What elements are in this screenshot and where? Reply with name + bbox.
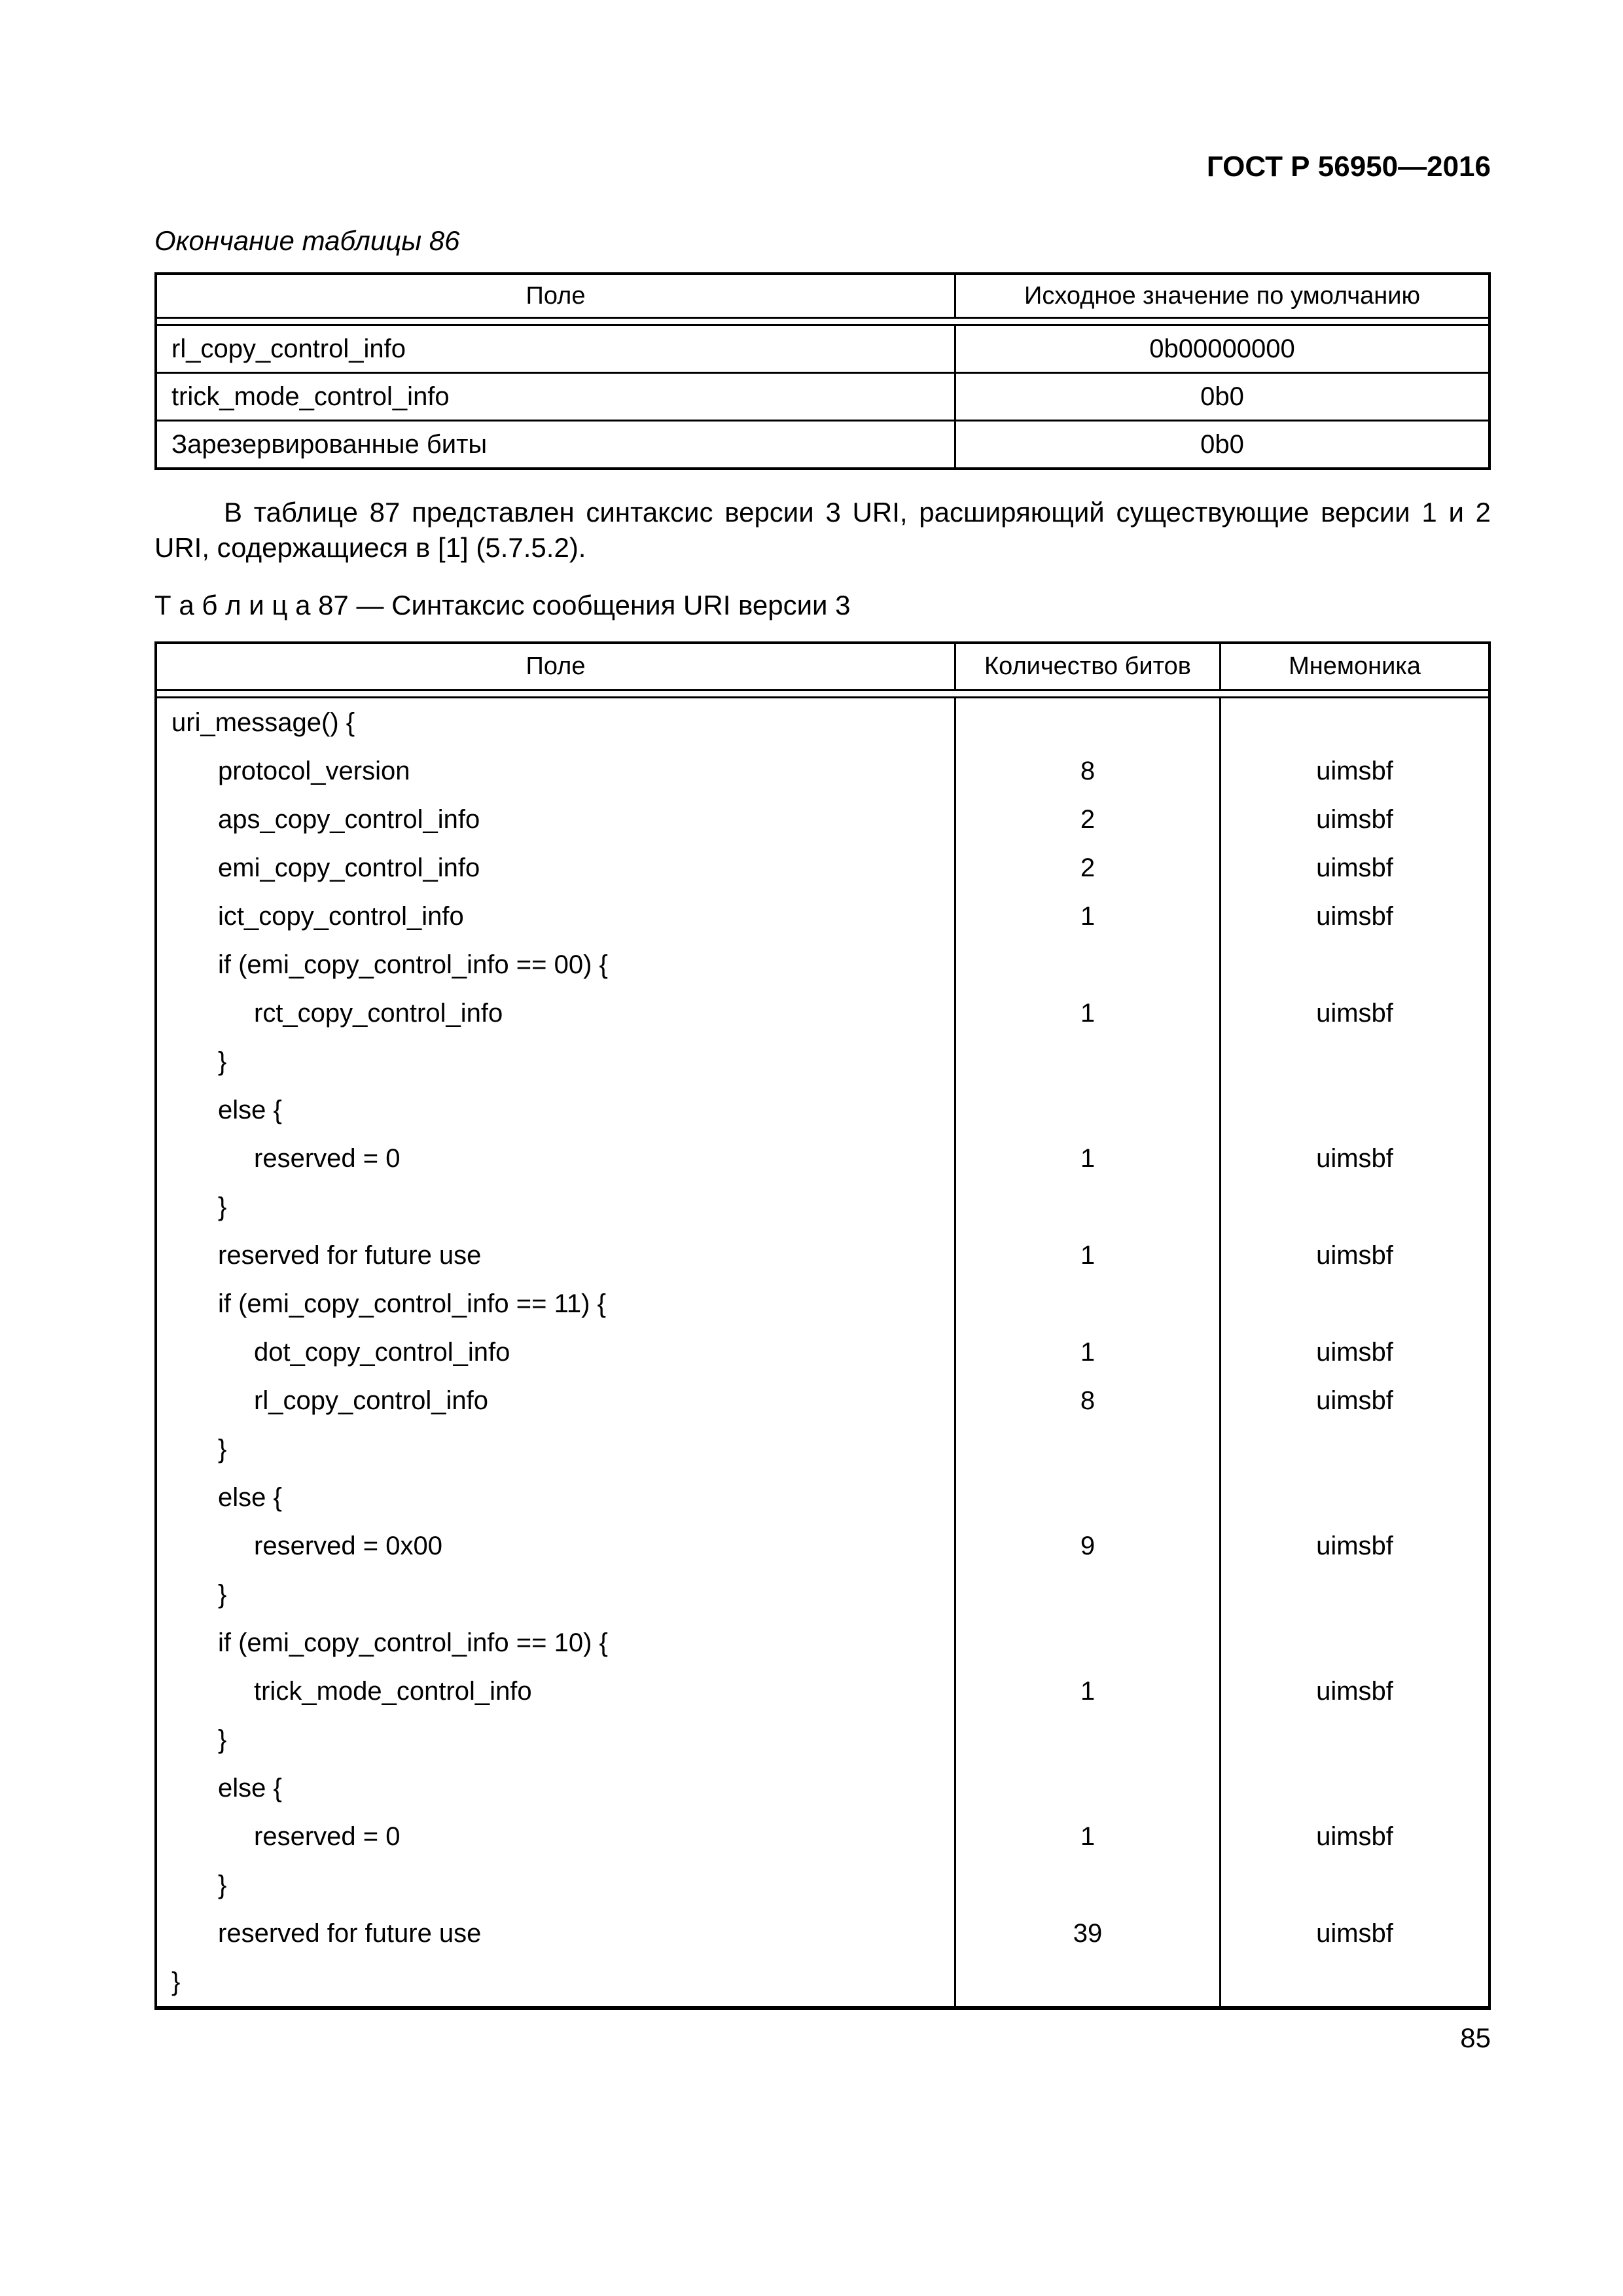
- bits-cell: [956, 1473, 1221, 1522]
- field-cell: reserved for future use: [157, 1231, 956, 1280]
- field-cell: rl_copy_control_info: [157, 326, 956, 372]
- bits-cell: 1: [956, 1328, 1221, 1376]
- double-rule: [157, 319, 1488, 326]
- table-row: [157, 1570, 1488, 1619]
- bits-cell: [956, 1183, 1221, 1231]
- field-cell: reserved = 0: [157, 1134, 956, 1183]
- mnemonic-cell: uimsbf: [1316, 1386, 1393, 1415]
- mnemonic-cell: uimsbf: [1316, 853, 1393, 882]
- mnemonic-cell: [1221, 1183, 1488, 1231]
- field-cell: dot_copy_control_info: [157, 1328, 956, 1376]
- field-cell: if (emi_copy_control_info == 10) {: [157, 1619, 956, 1667]
- bits-cell: [956, 1619, 1221, 1667]
- table-row: [157, 892, 1488, 941]
- field-cell: else {: [157, 1764, 956, 1812]
- value-cell: 0b0: [1200, 429, 1244, 459]
- mnemonic-cell: uimsbf: [1316, 804, 1393, 834]
- bits-cell: [956, 1715, 1221, 1764]
- bits-cell: [956, 1958, 1221, 2006]
- field-cell: reserved = 0: [157, 1812, 956, 1861]
- table-row: [157, 941, 1488, 989]
- field-cell: }: [157, 1861, 956, 1909]
- table-row: [157, 1861, 1488, 1909]
- field-cell: }: [157, 1037, 956, 1086]
- double-rule: [157, 691, 1488, 698]
- table-row: [157, 844, 1488, 892]
- field-cell: protocol_version: [157, 747, 956, 795]
- paragraph-line: URI, содержащиеся в [1] (5.7.5.2).: [154, 532, 586, 563]
- mnemonic-cell: [1221, 941, 1488, 989]
- mnemonic-cell: [1221, 1280, 1488, 1328]
- table86-header-field: Поле: [157, 275, 956, 317]
- mnemonic-cell: uimsbf: [1316, 1918, 1393, 1948]
- table-row: [157, 1667, 1488, 1715]
- value-cell: 0b00000000: [1149, 334, 1295, 363]
- field-cell: else {: [157, 1473, 956, 1522]
- mnemonic-cell: [1221, 1958, 1488, 2006]
- field-cell: aps_copy_control_info: [157, 795, 956, 844]
- bits-cell: [956, 1764, 1221, 1812]
- table-row: [157, 1376, 1488, 1425]
- bits-cell: 1: [956, 892, 1221, 941]
- mnemonic-cell: uimsbf: [1316, 998, 1393, 1028]
- value-cell: 0b0: [1200, 382, 1244, 411]
- field-cell: reserved = 0x00: [157, 1522, 956, 1570]
- bits-cell: [956, 1086, 1221, 1134]
- table86-continuation-caption: Окончание таблицы 86: [154, 225, 460, 256]
- table-row: [157, 1134, 1488, 1183]
- field-cell: }: [157, 1958, 956, 2006]
- bits-cell: 2: [956, 795, 1221, 844]
- table-row: [157, 795, 1488, 844]
- table-row: [157, 1473, 1488, 1522]
- mnemonic-cell: [1221, 1570, 1488, 1619]
- field-cell: if (emi_copy_control_info == 00) {: [157, 941, 956, 989]
- mnemonic-cell: [1221, 1425, 1488, 1473]
- table-row: [157, 372, 1488, 420]
- mnemonic-cell: uimsbf: [1316, 1821, 1393, 1851]
- mnemonic-cell: [1221, 1861, 1488, 1909]
- mnemonic-cell: [1221, 1619, 1488, 1667]
- table-row: [157, 1958, 1488, 2006]
- table-row: [157, 747, 1488, 795]
- bits-cell: [956, 1280, 1221, 1328]
- mnemonic-cell: [1221, 1086, 1488, 1134]
- bits-cell: 2: [956, 844, 1221, 892]
- table86: [154, 272, 1491, 470]
- table-row: [157, 1909, 1488, 1958]
- mnemonic-cell: [1221, 1037, 1488, 1086]
- bits-cell: 1: [956, 1134, 1221, 1183]
- table-row: [157, 1425, 1488, 1473]
- field-cell: }: [157, 1570, 956, 1619]
- table87: [154, 641, 1491, 2010]
- paragraph-line: В таблице 87 представлен синтаксис версии 3 URI, расширяющий существующие версии 1 и 2: [224, 497, 1491, 528]
- mnemonic-cell: uimsbf: [1316, 1676, 1393, 1706]
- field-cell: rl_copy_control_info: [157, 1376, 956, 1425]
- bits-cell: [956, 698, 1221, 747]
- field-cell: trick_mode_control_info: [157, 1667, 956, 1715]
- bits-cell: 1: [956, 989, 1221, 1037]
- mnemonic-cell: [1221, 698, 1488, 747]
- table87-header-row: [157, 644, 1488, 691]
- table-row: [157, 1328, 1488, 1376]
- mnemonic-cell: uimsbf: [1316, 756, 1393, 785]
- table-row: [157, 1183, 1488, 1231]
- field-cell: uri_message() {: [157, 698, 956, 747]
- field-cell: Зарезервированные биты: [157, 422, 956, 467]
- table-row: [157, 1280, 1488, 1328]
- table86-header-default: Исходное значение по умолчанию: [1024, 281, 1420, 310]
- bits-cell: 1: [956, 1812, 1221, 1861]
- table87-header-bits: Количество битов: [956, 644, 1221, 689]
- bits-cell: [956, 1425, 1221, 1473]
- field-cell: emi_copy_control_info: [157, 844, 956, 892]
- mnemonic-cell: uimsbf: [1316, 1240, 1393, 1270]
- field-cell: }: [157, 1425, 956, 1473]
- table-row: [157, 326, 1488, 372]
- table87-caption: Т а б л и ц а 87 — Синтаксис сообщения URI версии 3: [154, 590, 851, 620]
- field-cell: rct_copy_control_info: [157, 989, 956, 1037]
- table-row: [157, 1037, 1488, 1086]
- table-row: [157, 1715, 1488, 1764]
- bits-cell: [956, 1570, 1221, 1619]
- mnemonic-cell: uimsbf: [1316, 901, 1393, 931]
- table-row: [157, 1764, 1488, 1812]
- table87-header-field: Поле: [157, 644, 956, 689]
- bits-cell: 9: [956, 1522, 1221, 1570]
- table-row: [157, 1812, 1488, 1861]
- table-row: [157, 698, 1488, 747]
- table-row: [157, 1619, 1488, 1667]
- table-row: [157, 1231, 1488, 1280]
- bits-cell: [956, 1037, 1221, 1086]
- body-paragraph: [154, 495, 1491, 565]
- bits-cell: 8: [956, 1376, 1221, 1425]
- field-cell: }: [157, 1183, 956, 1231]
- mnemonic-cell: [1221, 1715, 1488, 1764]
- table87-header-mnemonic: Мнемоника: [1289, 653, 1421, 680]
- page-number: 85: [1460, 2022, 1491, 2053]
- bits-cell: 1: [956, 1231, 1221, 1280]
- mnemonic-cell: uimsbf: [1316, 1143, 1393, 1173]
- mnemonic-cell: [1221, 1473, 1488, 1522]
- bits-cell: 8: [956, 747, 1221, 795]
- mnemonic-cell: uimsbf: [1316, 1531, 1393, 1560]
- field-cell: else {: [157, 1086, 956, 1134]
- field-cell: trick_mode_control_info: [157, 374, 956, 420]
- table-row: [157, 989, 1488, 1037]
- bits-cell: [956, 1861, 1221, 1909]
- field-cell: }: [157, 1715, 956, 1764]
- mnemonic-cell: uimsbf: [1316, 1337, 1393, 1367]
- table86-header-row: [157, 275, 1488, 319]
- field-cell: ict_copy_control_info: [157, 892, 956, 941]
- bits-cell: 39: [956, 1909, 1221, 1958]
- table-row: [157, 1086, 1488, 1134]
- table-row: [157, 420, 1488, 467]
- bits-cell: [956, 941, 1221, 989]
- field-cell: reserved for future use: [157, 1909, 956, 1958]
- table-row: [157, 1522, 1488, 1570]
- bits-cell: 1: [956, 1667, 1221, 1715]
- mnemonic-cell: [1221, 1764, 1488, 1812]
- document-code-header: ГОСТ Р 56950—2016: [1206, 151, 1491, 183]
- field-cell: if (emi_copy_control_info == 11) {: [157, 1280, 956, 1328]
